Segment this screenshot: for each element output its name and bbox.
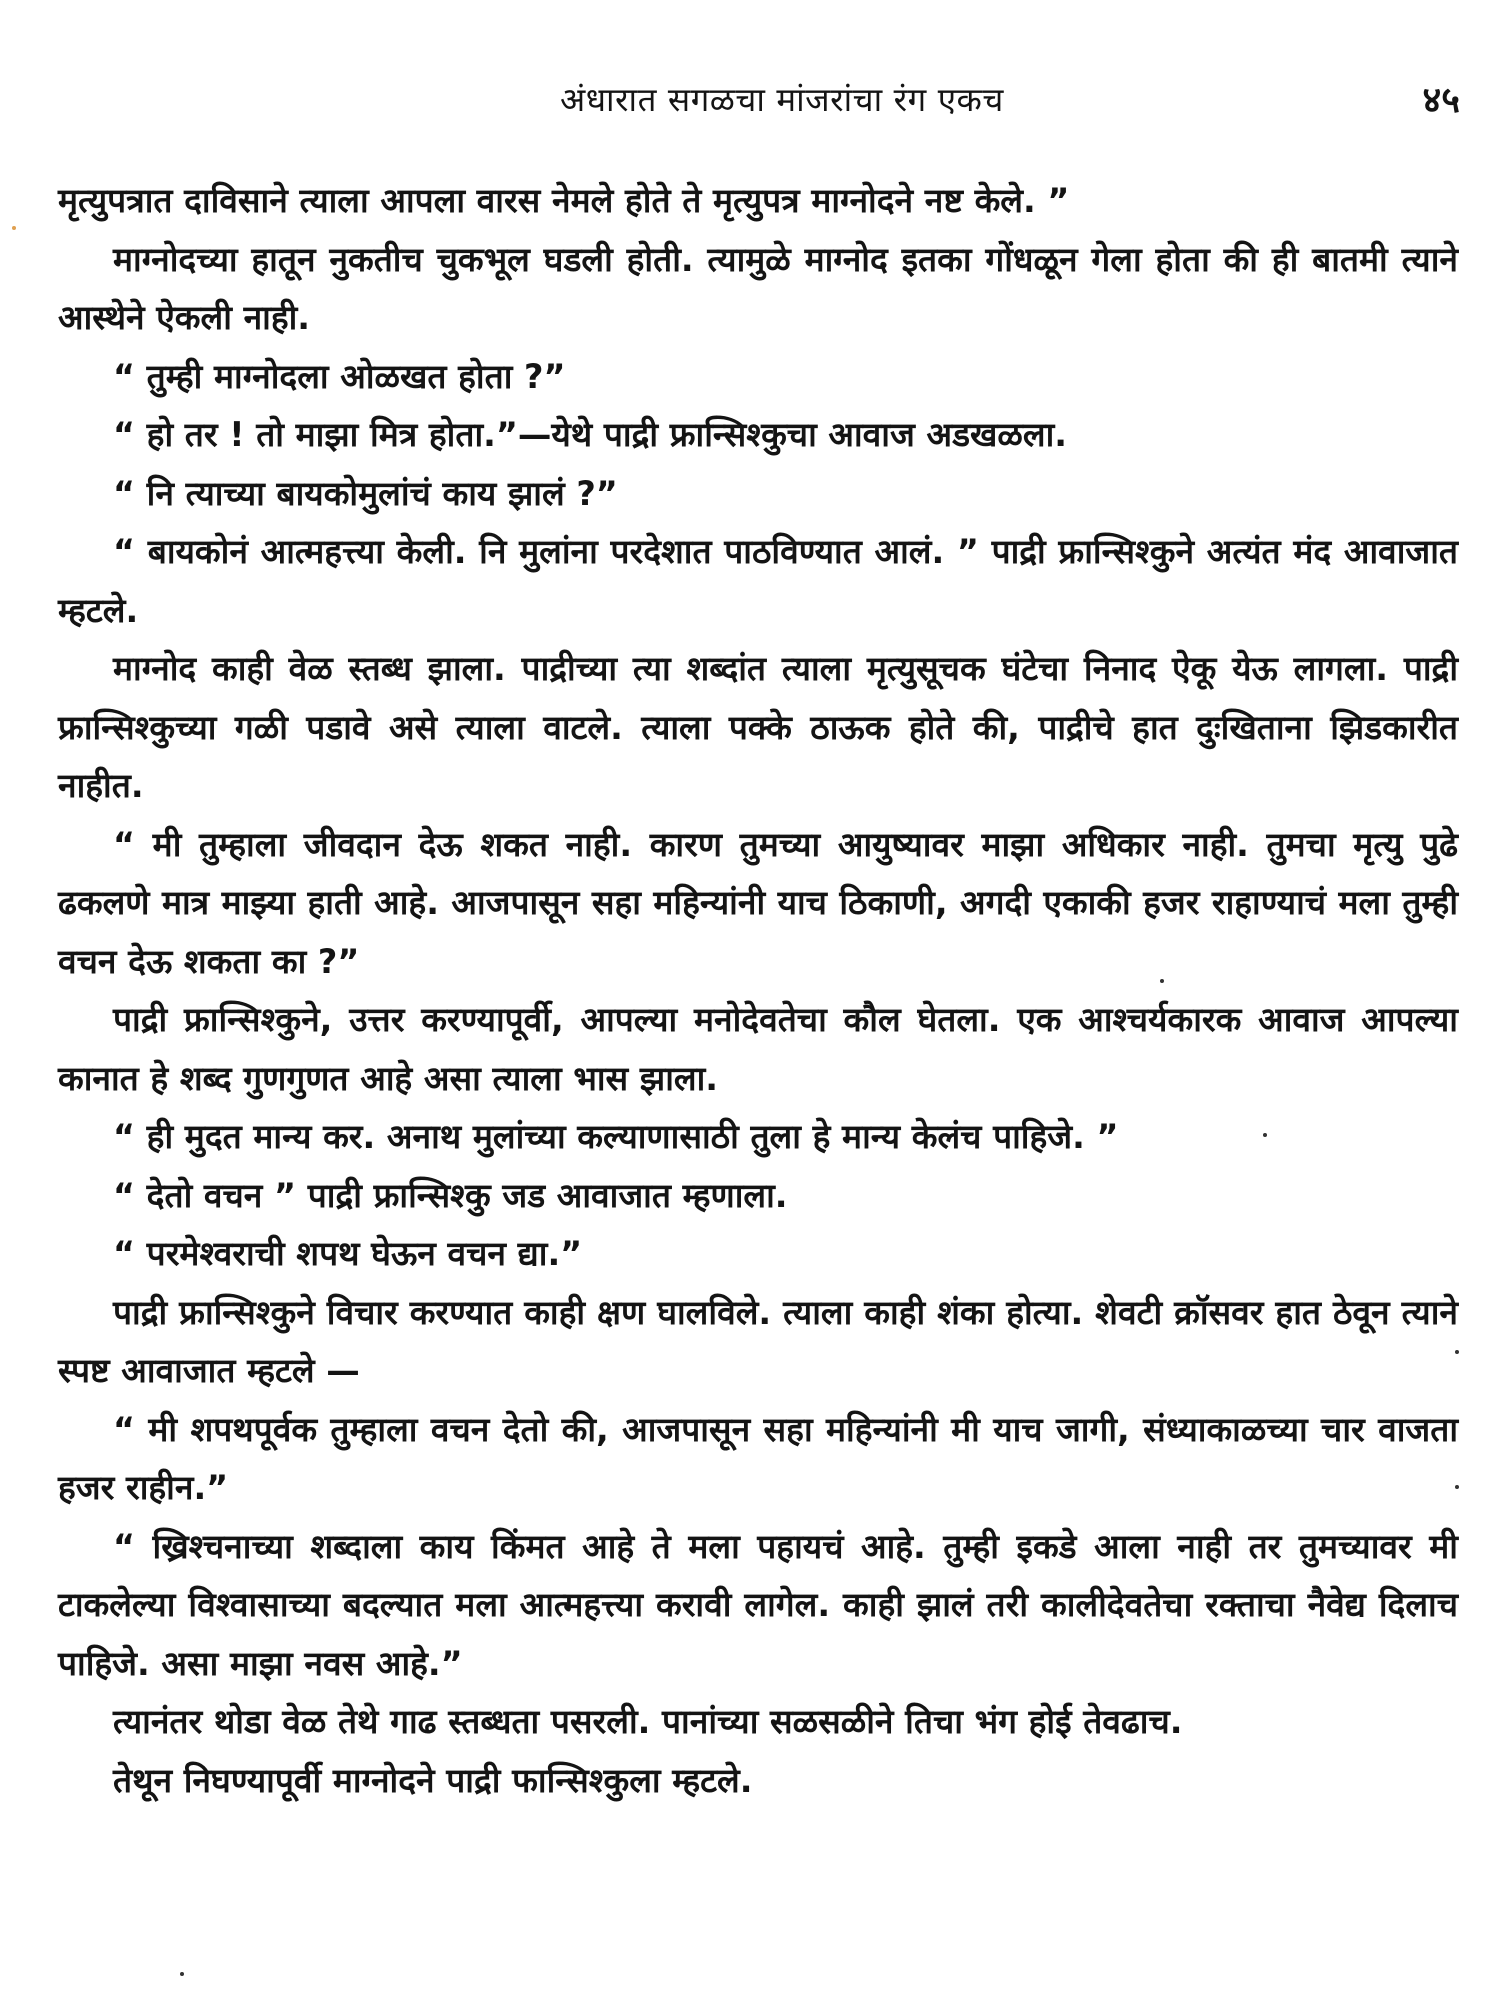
- paragraph: “ मी तुम्हाला जीवदान देऊ शकत नाही. कारण तुमच्या आयुष्यावर माझा अधिकार नाही. तुमचा मृत्यु पुढे ढकलणे मात्र माझ्या हाती आहे. आजपासून सहा महिन्यांनी याच ठिकाणी, अगदी एकाकी हजर राहाण्याचं मला तुम्ही वचन देऊ शकता का ?”: [58, 824, 1458, 981]
- paragraph: माग्नोदच्या हातून नुकतीच चुकभूल घडली होती. त्यामुळे माग्नोद इतका गोंधळून गेला होता की ही बातमी त्याने आस्थेने ऐकली नाही.: [58, 239, 1458, 337]
- chapter-title: अंधारात सगळचा मांजरांचा रंग एकच: [560, 79, 1004, 119]
- paragraph: “ मी शपथपूर्वक तुम्हाला वचन देतो की, आजपासून सहा महिन्यांनी मी याच जागी, संध्याकाळच्या चार वाजता हजर राहीन.”: [58, 1409, 1458, 1507]
- scan-speck: [1455, 1485, 1459, 1489]
- paragraph: माग्नोद काही वेळ स्तब्ध झाला. पाद्रीच्या त्या शब्दांत त्याला मृत्युसूचक घंटेचा निनाद ऐकू येऊ लागला. पाद्री फ्रान्सिश्कुच्या गळी पडावे असे त्याला वाटले. त्याला पक्के ठाऊक होते की, पाद्रीचे हात दुःखिताना झिडकारीत नाहीत.: [58, 649, 1458, 805]
- paragraph: “ ही मुदत मान्य कर. अनाथ मुलांच्या कल्याणासाठी तुला हे मान्य केलंच पाहिजे. ”: [113, 1117, 1119, 1156]
- paragraph: “ तुम्ही माग्नोदला ओळखत होता ?”: [113, 356, 566, 396]
- paragraph: पाद्री फ्रान्सिश्कुने, उत्तर करण्यापूर्वी, आपल्या मनोदेवतेचा कौल घेतला. एक आश्चर्यकारक आवाज आपल्या कानात हे शब्द गुणगुणत आहे असा त्याला भास झाला.: [58, 1000, 1458, 1098]
- paragraph: “ बायकोनं आत्महत्त्या केली. नि मुलांना परदेशात पाठविण्यात आलं. ” पाद्री फ्रान्सिश्कुने अत्यंत मंद आवाजात म्हटले.: [58, 532, 1458, 630]
- scan-speck: [1455, 1350, 1459, 1354]
- paragraph: पाद्री फ्रान्सिश्कुने विचार करण्यात काही क्षण घालविले. त्याला काही शंका होत्या. शेवटी क्रॉसवर हात ठेवून त्याने स्पष्ट आवाजात म्हटले —: [58, 1292, 1458, 1390]
- paragraph: “ परमेश्वराची शपथ घेऊन वचन द्या.”: [113, 1234, 583, 1273]
- paragraph: मृत्युपत्रात दाविसाने त्याला आपला वारस नेमले होते ते मृत्युपत्र माग्नोदने नष्ट केले. ”: [58, 181, 1070, 220]
- paragraph: तेथून निघण्यापूर्वी माग्नोदने पाद्री फान्सिश्कुला म्हटले.: [113, 1760, 753, 1800]
- paragraph: “ ख्रिश्चनाच्या शब्दाला काय किंमत आहे ते मला पहायचं आहे. तुम्ही इकडे आला नाही तर तुमच्यावर मी टाकलेल्या विश्वासाच्या बदल्यात मला आत्महत्त्या करावी लागेल. काही झालं तरी कालीदेवतेचा रक्ताचा नैवेद्य दिलाच पाहिजे. असा माझा नवस आहे.”: [58, 1526, 1458, 1683]
- scan-speck: [12, 226, 16, 230]
- running-header: [560, 68, 1460, 128]
- paragraph: “ देतो वचन ” पाद्री फ्रान्सिश्कु जड आवाजात म्हणाला.: [113, 1175, 788, 1215]
- paragraph: “ हो तर ! तो माझा मित्र होता.”—येथे पाद्री फ्रान्सिश्कुचा आवाज अडखळला.: [113, 415, 1067, 454]
- paragraph: “ नि त्याच्या बायकोमुलांचं काय झालं ?”: [113, 473, 618, 513]
- body-text: [58, 172, 1458, 1810]
- paragraph: त्यानंतर थोडा वेळ तेथे गाढ स्तब्धता पसरली. पानांच्या सळसळीने तिचा भंग होई तेवढाच.: [113, 1702, 1183, 1741]
- page-number: ४५: [1422, 79, 1460, 121]
- scan-speck: [1160, 979, 1164, 983]
- scan-speck: [1263, 1133, 1267, 1137]
- scan-speck: [180, 1972, 184, 1976]
